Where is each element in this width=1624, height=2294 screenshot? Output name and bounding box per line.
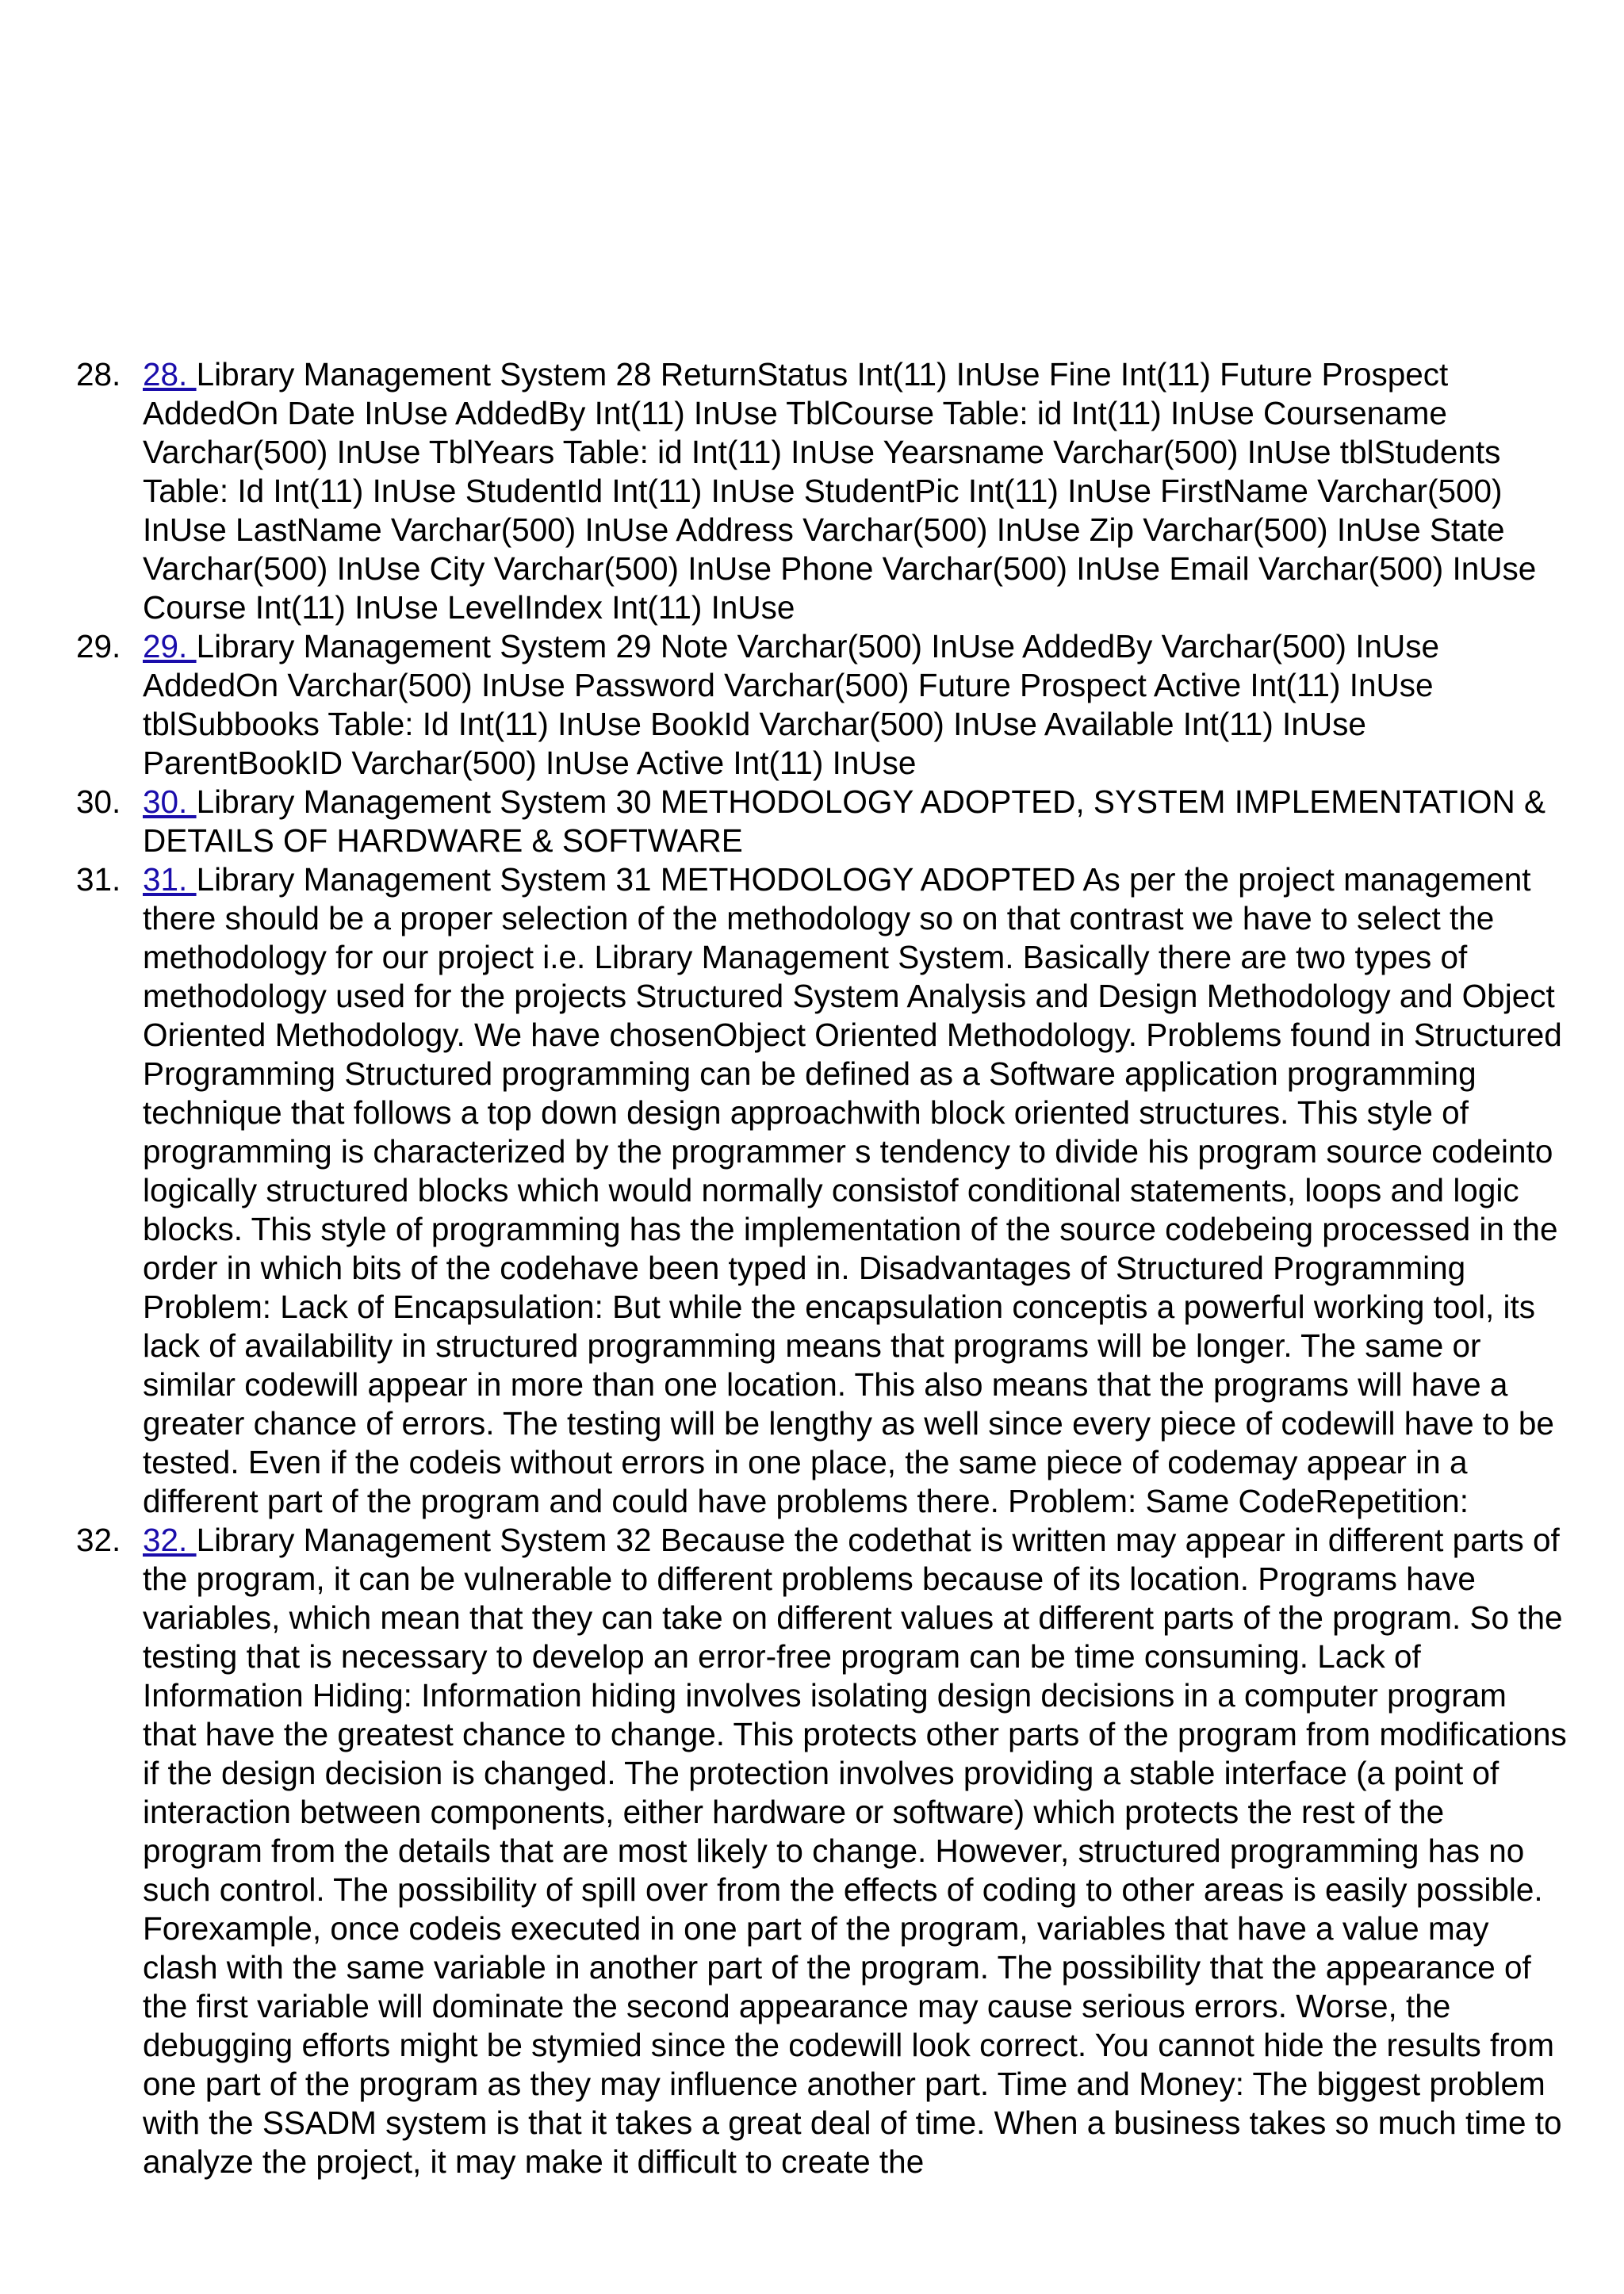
- item-text: Library Management System 30 METHODOLOGY ADOPTED, SYSTEM IMPLEMENTATION & DETAILS OF HARDWARE & SOFTWARE: [143, 783, 1545, 859]
- item-number: 30.: [76, 783, 121, 820]
- item-link[interactable]: 31.: [143, 861, 197, 898]
- list-item-31: [76, 860, 1567, 1521]
- item-link[interactable]: 28.: [143, 356, 197, 393]
- item-link[interactable]: 30.: [143, 783, 197, 820]
- item-text: Library Management System 29 Note Varchar(500) InUse AddedBy Varchar(500) InUse AddedOn Varchar(500) InUse Password Varchar(500) Future Prospect Active Int(11) InUse tblSubbooks Table: Id Int(11) InUse BookId Varchar(500) InUse Available Int(11) InUse ParentBookID Varchar(500) InUse Active Int(11) InUse: [143, 628, 1440, 781]
- list-item-32: [76, 1521, 1567, 2181]
- item-text: Library Management System 28 ReturnStatus Int(11) InUse Fine Int(11) Future Prospect AddedOn Date InUse AddedBy Int(11) InUse TblCourse Table: id Int(11) InUse Coursename Varchar(500) InUse TblYears Table: id Int(11) InUse Yearsname Varchar(500) InUse tblStudents Table: Id Int(11) InUse StudentId Int(11) InUse StudentPic Int(11) InUse FirstName Varchar(500) InUse LastName Varchar(500) InUse Address Varchar(500) InUse Zip Varchar(500) InUse State Varchar(500) InUse City Varchar(500) InUse Phone Varchar(500) InUse Email Varchar(500) InUse Course Int(11) InUse LevelIndex Int(11) InUse: [143, 356, 1537, 626]
- item-number: 32.: [76, 1522, 121, 1558]
- item-number: 29.: [76, 628, 121, 664]
- list-item-29: [76, 627, 1567, 783]
- item-text: Library Management System 32 Because the codethat is written may appear in different parts of the program, it can be vulnerable to different problems because of its location. Programs have variables, which mean that they can take on different values at different parts of the program. So the testing that is necessary to develop an error-free program can be time consuming. Lack of Information Hiding: Information hiding involves isolating design decisions in a computer program that have the greatest chance to change. This protects other parts of the program from modifications if the design decision is changed. The protection involves providing a stable interface (a point of interaction between components, either hardware or software) which protects the rest of the program from the details that are most likely to change. However, structured programming has no such control. The possibility of spill over from the effects of coding to other areas is easily possible. Forexample, once codeis executed in one part of the program, variables that have a value may clash with the same variable in another part of the program. The possibility that the appearance of the first variable will dominate the second appearance may cause serious errors. Worse, the debugging efforts might be stymied since the codewill look correct. You cannot hide the results from one part of the program as they may influence another part. Time and Money: The biggest problem with the SSADM system is that it takes a great deal of time. When a business takes so much time to analyze the project, it may make it difficult to create the: [143, 1522, 1567, 2180]
- item-number: 28.: [76, 356, 121, 393]
- item-text: Library Management System 31 METHODOLOGY ADOPTED As per the project management there should be a proper selection of the methodology so on that contrast we have to select the methodology for our project i.e. Library Management System. Basically there are two types of methodology used for the projects Structured System Analysis and Design Methodology and Object Oriented Methodology. We have chosenObject Oriented Methodology. Problems found in Structured Programming Structured programming can be defined as a Software application programming technique that follows a top down design approachwith block oriented structures. This style of programming is characterized by the programmer s tendency to divide his program source codeinto logically structured blocks which would normally consistof conditional statements, loops and logic blocks. This style of programming has the implementation of the source codebeing processed in the order in which bits of the codehave been typed in. Disadvantages of Structured Programming Problem: Lack of Encapsulation: But while the encapsulation conceptis a powerful working tool, its lack of availability in structured programming means that programs will be longer. The same or similar codewill appear in more than one location. This also means that the programs will have a greater chance of errors. The testing will be lengthy as well since every piece of codewill have to be tested. Even if the codeis without errors in one place, the same piece of codemay appear in a different part of the program and could have problems there. Problem: Same CodeRepetition:: [143, 861, 1562, 1519]
- list-item-28: [76, 355, 1567, 627]
- item-link[interactable]: 32.: [143, 1522, 197, 1558]
- item-link[interactable]: 29.: [143, 628, 197, 664]
- item-number: 31.: [76, 861, 121, 898]
- list-item-30: [76, 783, 1567, 860]
- document-list: [76, 355, 1567, 2181]
